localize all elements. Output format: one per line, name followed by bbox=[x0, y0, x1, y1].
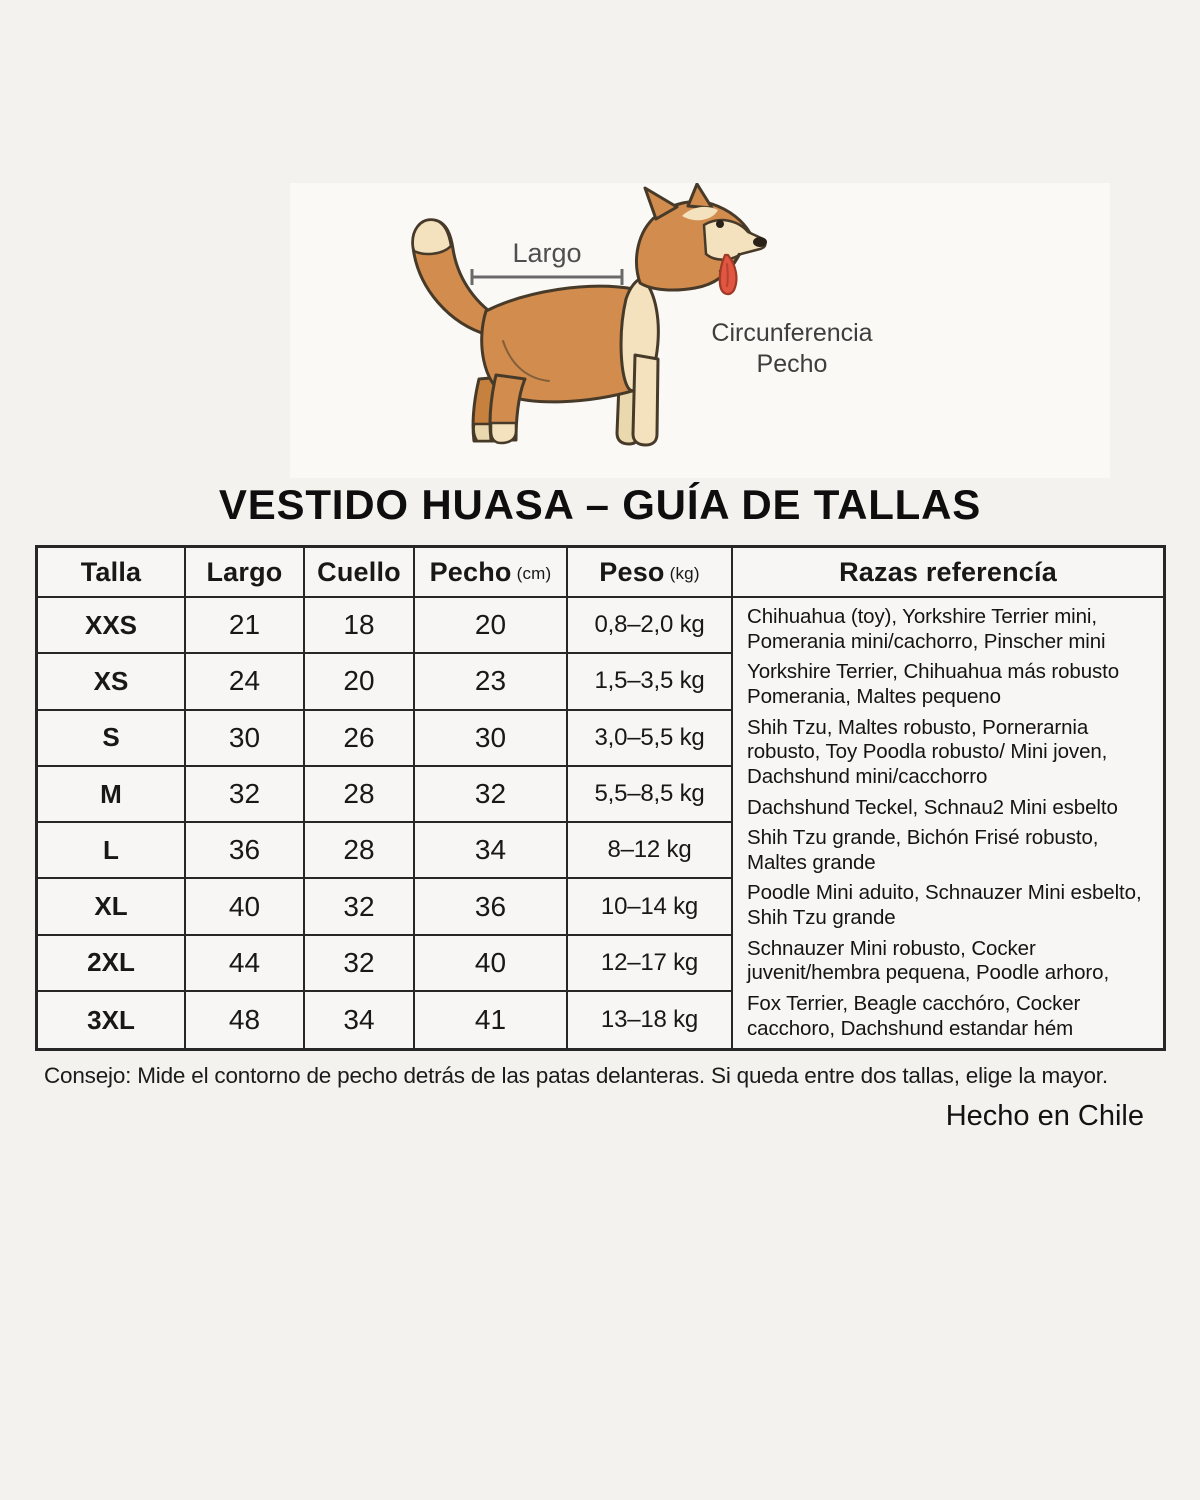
cell-talla: XXS bbox=[38, 598, 186, 654]
cell-largo: 48 bbox=[186, 992, 305, 1048]
cell-peso: 1,5–3,5 kg bbox=[568, 654, 733, 710]
peso-header-text: Peso bbox=[599, 556, 665, 587]
cell-peso: 3,0–5,5 kg bbox=[568, 711, 733, 767]
col-header-talla: Talla bbox=[38, 548, 186, 598]
dog-illustration-svg bbox=[290, 183, 1110, 478]
cell-peso: 0,8–2,0 kg bbox=[568, 598, 733, 654]
largo-label: Largo bbox=[512, 238, 582, 268]
col-header-razas: Razas referencía bbox=[733, 548, 1163, 598]
cell-talla: M bbox=[38, 767, 186, 823]
razas-text: Shih Tzu, Maltes robusto, Pornerarnia robusto, Toy Poodla robusto/ Mini joven, Dachshund mini/cacchorro bbox=[747, 715, 1108, 789]
razas-text: Fox Terrier, Beagle cacchóro, Cocker cacchoro, Dachshund estandar hém bbox=[747, 991, 1081, 1040]
cell-largo: 30 bbox=[186, 711, 305, 767]
circunferencia-label-line2: Pecho bbox=[756, 350, 828, 378]
cell-pecho: 41 bbox=[415, 992, 568, 1048]
peso-unit: (kg) bbox=[669, 563, 700, 583]
made-in-label: Hecho en Chile bbox=[945, 1100, 1144, 1132]
cell-peso: 10–14 kg bbox=[568, 879, 733, 935]
consejo-note: Consejo: Mide el contorno de pecho detrás de las patas delanteras. Si queda entre dos tallas, elige la mayor. bbox=[44, 1063, 1108, 1088]
razas-text: Schnauzer Mini robusto, Cocker juvenit/hembra pequena, Poodle arhoro, bbox=[747, 936, 1110, 985]
page-title: VESTIDO HUASA – GUÍA DE TALLAS bbox=[218, 481, 982, 528]
cell-cuello: 34 bbox=[305, 992, 415, 1048]
cell-cuello: 18 bbox=[305, 598, 415, 654]
cell-peso: 8–12 kg bbox=[568, 823, 733, 879]
razas-text: Poodle Mini aduito, Schnauzer Mini esbelto, Shih Tzu grande bbox=[747, 881, 1142, 930]
cell-largo: 32 bbox=[186, 767, 305, 823]
cell-largo: 44 bbox=[186, 936, 305, 992]
razas-reference-column bbox=[733, 598, 1163, 1048]
cell-talla: XL bbox=[38, 879, 186, 935]
cell-largo: 40 bbox=[186, 879, 305, 935]
cell-peso: 12–17 kg bbox=[568, 936, 733, 992]
cell-talla: 2XL bbox=[38, 936, 186, 992]
cell-pecho: 30 bbox=[415, 711, 568, 767]
cell-cuello: 32 bbox=[305, 936, 415, 992]
pecho-unit: (cm) bbox=[516, 563, 552, 583]
col-header-cuello: Cuello bbox=[305, 548, 415, 598]
cell-largo: 24 bbox=[186, 654, 305, 710]
cell-pecho: 40 bbox=[415, 936, 568, 992]
razas-text: Dachshund Teckel, Schnau2 Mini esbelto bbox=[747, 795, 1118, 819]
dog-nose bbox=[753, 237, 767, 247]
pecho-header-text: Pecho bbox=[429, 556, 512, 587]
dog-tongue-line bbox=[727, 264, 728, 286]
razas-text: Shih Tzu grande, Bichón Frisé robusto, Maltes grande bbox=[747, 826, 1099, 874]
size-table bbox=[35, 545, 1166, 1051]
dog-eye bbox=[716, 220, 724, 228]
cell-talla: 3XL bbox=[38, 992, 186, 1048]
razas-text: Yorkshire Terrier, Chihuahua más robusto Pomerania, Maltes pequeno bbox=[747, 660, 1120, 709]
razas-text: Chihuahua (toy), Yorkshire Terrier mini, Pomerania mini/cachorro, Pinscher mini bbox=[747, 605, 1106, 653]
cell-talla: S bbox=[38, 711, 186, 767]
cell-largo: 36 bbox=[186, 823, 305, 879]
dog-illustration bbox=[290, 183, 1110, 478]
cell-cuello: 32 bbox=[305, 879, 415, 935]
cell-pecho: 34 bbox=[415, 823, 568, 879]
cell-pecho: 32 bbox=[415, 767, 568, 823]
col-header-peso bbox=[568, 548, 733, 598]
col-header-largo: Largo bbox=[186, 548, 305, 598]
cell-talla: XS bbox=[38, 654, 186, 710]
dog-near-front-leg bbox=[633, 355, 658, 445]
dog-near-rear-paw bbox=[491, 423, 516, 443]
cell-cuello: 28 bbox=[305, 767, 415, 823]
cell-pecho: 20 bbox=[415, 598, 568, 654]
circunferencia-label-line1: Circunferencia bbox=[711, 319, 873, 347]
cell-cuello: 20 bbox=[305, 654, 415, 710]
cell-peso: 13–18 kg bbox=[568, 992, 733, 1048]
col-header-pecho bbox=[415, 548, 568, 598]
cell-cuello: 26 bbox=[305, 711, 415, 767]
cell-pecho: 23 bbox=[415, 654, 568, 710]
cell-cuello: 28 bbox=[305, 823, 415, 879]
cell-peso: 5,5–8,5 kg bbox=[568, 767, 733, 823]
cell-largo: 21 bbox=[186, 598, 305, 654]
cell-talla: L bbox=[38, 823, 186, 879]
cell-pecho: 36 bbox=[415, 879, 568, 935]
